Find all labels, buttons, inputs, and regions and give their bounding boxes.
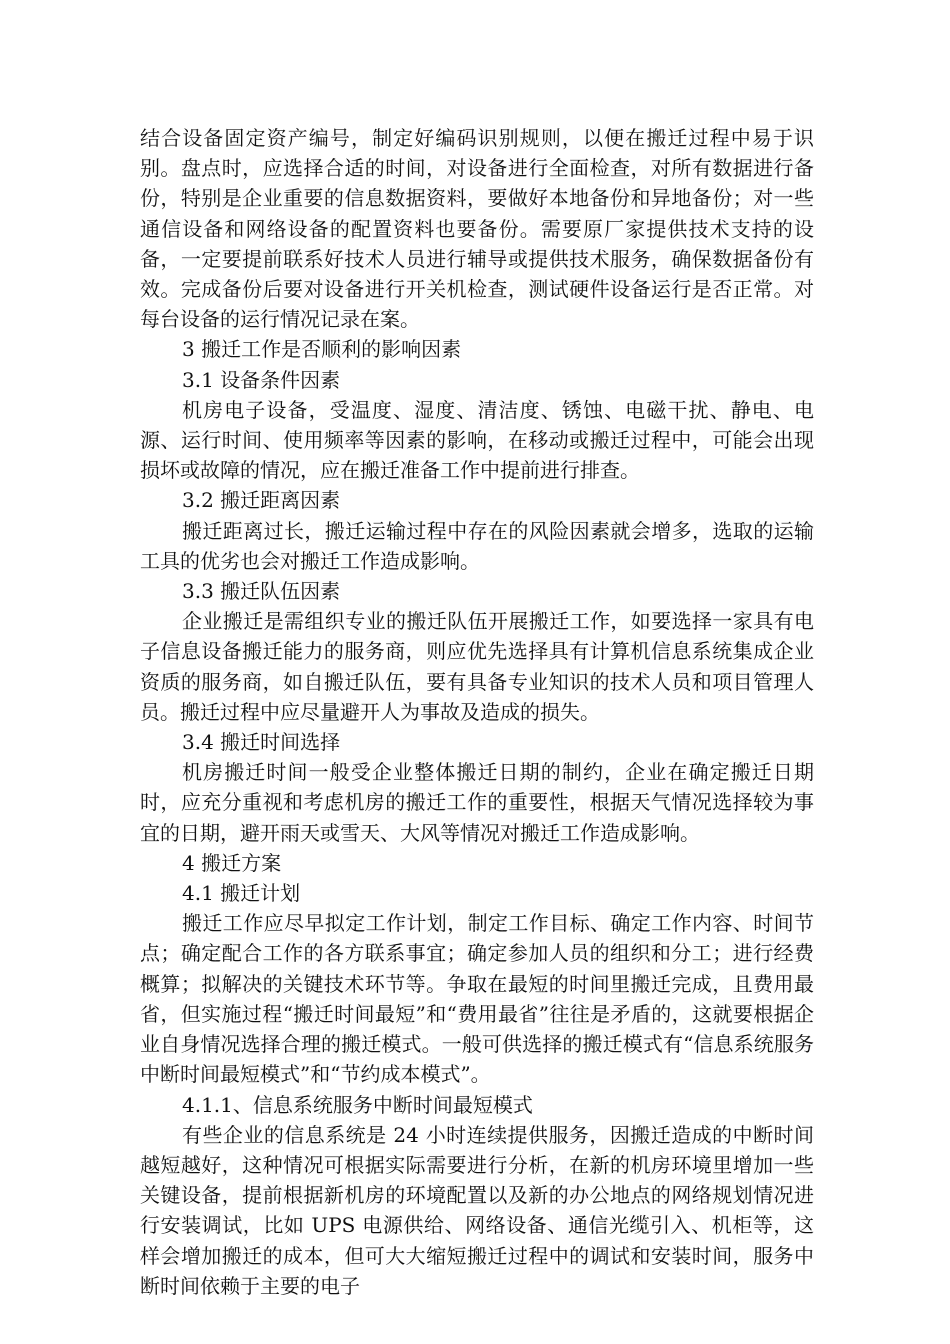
heading-section-3-2: 3.2 搬迁距离因素 <box>182 488 341 513</box>
heading-section-3-1: 3.1 设备条件因素 <box>182 367 341 392</box>
heading-section-4: 4 搬迁方案 <box>182 850 282 875</box>
paragraph-equipment-factors: 机房电子设备，受温度、湿度、清洁度、锈蚀、电磁干扰、静电、电源、运行时间、使用频率等因素的影响，在移动或搬迁过程中，可能会出现损坏或故障的情况，应在搬迁准备工作中提前进行排查。 <box>140 397 814 483</box>
heading-section-3: 3 搬迁工作是否顺利的影响因素 <box>182 337 462 362</box>
heading-section-3-3: 3.3 搬迁队伍因素 <box>182 579 341 604</box>
heading-section-4-1: 4.1 搬迁计划 <box>182 881 301 906</box>
paragraph-distance-factors: 搬迁距离过长，搬迁运输过程中存在的风险因素就会增多，选取的运输工具的优劣也会对搬迁工作造成影响。 <box>140 518 814 573</box>
heading-section-4-1-1: 4.1.1、信息系统服务中断时间最短模式 <box>182 1092 533 1117</box>
paragraph-team-factors: 企业搬迁是需组织专业的搬迁队伍开展搬迁工作，如要选择一家具有电子信息设备搬迁能力的服务商，则应优先选择具有计算机信息系统集成企业资质的服务商，如自搬迁队伍，要有具备专业知识的技术人员和项目管理人员。搬迁过程中应尽量避开人为事故及造成的损失。 <box>140 609 814 724</box>
paragraph-backup-intro: 结合设备固定资产编号，制定好编码识别规则，以便在搬迁过程中易于识别。盘点时，应选择合适的时间，对设备进行全面检查，对所有数据进行备份，特别是企业重要的信息数据资料，要做好本地备份和异地备份；对一些通信设备和网络设备的配置资料也要备份。需要原厂家提供技术支持的设备，一定要提前联系好技术人员进行辅导或提供技术服务，确保数据备份有效。完成备份后要对设备进行开关机检查，测试硬件设备运行是否正常。对每台设备的运行情况记录在案。 <box>140 126 814 332</box>
paragraph-shortest-downtime: 有些企业的信息系统是 24 小时连续提供服务，因搬迁造成的中断时间越短越好，这种情况可根据实际需要进行分析，在新的机房环境里增加一些关键设备，提前根据新机房的环境配置以及新的办公地点的网络规划情况进行安装调试，比如 UPS 电源供给、网络设备、通信光缆引入、机柜等，这样会增加搬迁的成本，但可大大缩短搬迁过程中的调试和安装时间，服务中断时间依赖于主要的电子 <box>140 1122 814 1298</box>
paragraph-timing: 机房搬迁时间一般受企业整体搬迁日期的制约，企业在确定搬迁日期时，应充分重视和考虑机房的搬迁工作的重要性，根据天气情况选择较为事宜的日期，避开雨天或雪天、大风等情况对搬迁工作造成影响。 <box>140 760 814 845</box>
heading-section-3-4: 3.4 搬迁时间选择 <box>182 730 341 755</box>
document-body <box>140 123 814 1301</box>
paragraph-relocation-plan: 搬迁工作应尽早拟定工作计划，制定工作目标、确定工作内容、时间节点；确定配合工作的各方联系事宜；确定参加人员的组织和分工；进行经费概算；拟解决的关键技术环节等。争取在最短的时间里搬迁完成，且费用最省，但实施过程“搬迁时间最短”和“费用最省”往往是矛盾的，这就要根据企业自身情况选择合理的搬迁模式。一般可供选择的搬迁模式有“信息系统服务中断时间最短模式”和“节约成本模式”。 <box>140 911 814 1087</box>
